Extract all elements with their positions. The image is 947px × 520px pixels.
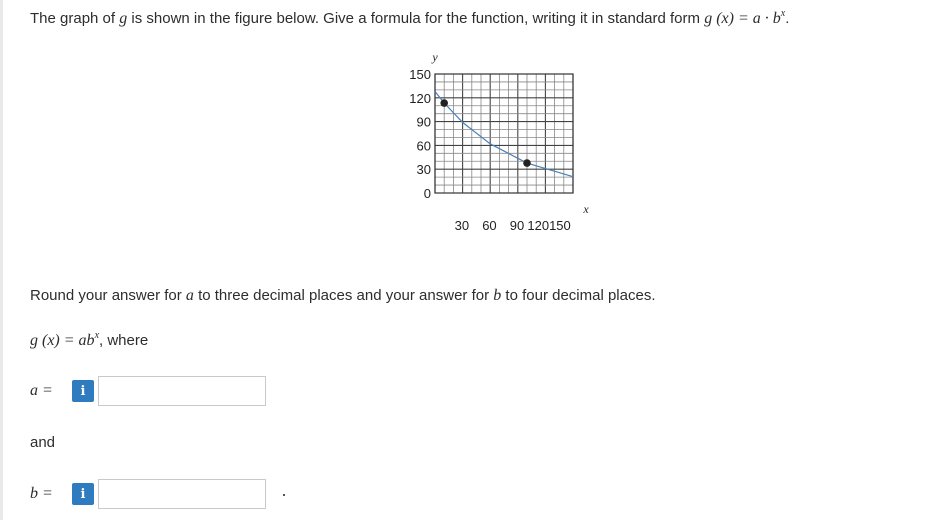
and-label: and — [30, 434, 56, 451]
formula-line: g $(x) = ab^x$, where — [30, 330, 149, 349]
info-icon[interactable]: i — [72, 380, 94, 402]
x-tick-label: 30 — [454, 218, 470, 233]
y-axis-label: y — [432, 50, 438, 64]
info-icon[interactable]: i — [72, 483, 94, 505]
y-tick-label: 30 — [416, 162, 431, 178]
y-tick-label: 0 — [423, 186, 431, 201]
function-graph — [398, 50, 598, 236]
x-tick-label: 120150 — [527, 218, 571, 233]
answer-row-b — [30, 478, 266, 510]
data-point — [523, 159, 531, 167]
a-answer-input[interactable] — [98, 376, 266, 406]
rounding-instruction: Round your answer for a to three decimal places and your answer for b to four decimal places. — [30, 287, 656, 304]
left-border — [0, 0, 3, 520]
y-tick-label: 120 — [409, 90, 431, 106]
question-text: The graph of g is shown in the figure below. Give a formula for the function, writing it in standard form g $(x) = a \cdot b^x$. — [30, 8, 790, 27]
y-tick-label: 90 — [416, 114, 431, 130]
graph-grid — [435, 74, 573, 193]
a-label: a = — [30, 382, 53, 399]
answer-row-a — [30, 375, 266, 407]
b-answer-input[interactable] — [98, 479, 266, 509]
x-tick-label: 60 — [482, 218, 497, 233]
function-curve — [435, 91, 573, 176]
trailing-period — [283, 494, 285, 496]
data-point — [440, 99, 448, 107]
y-tick-label: 150 — [409, 67, 431, 82]
b-label: b = — [30, 485, 53, 502]
x-tick-label: 90 — [509, 218, 525, 233]
plot-frame — [435, 74, 573, 193]
x-axis-label: x — [583, 202, 589, 216]
y-tick-label: 60 — [416, 138, 431, 154]
